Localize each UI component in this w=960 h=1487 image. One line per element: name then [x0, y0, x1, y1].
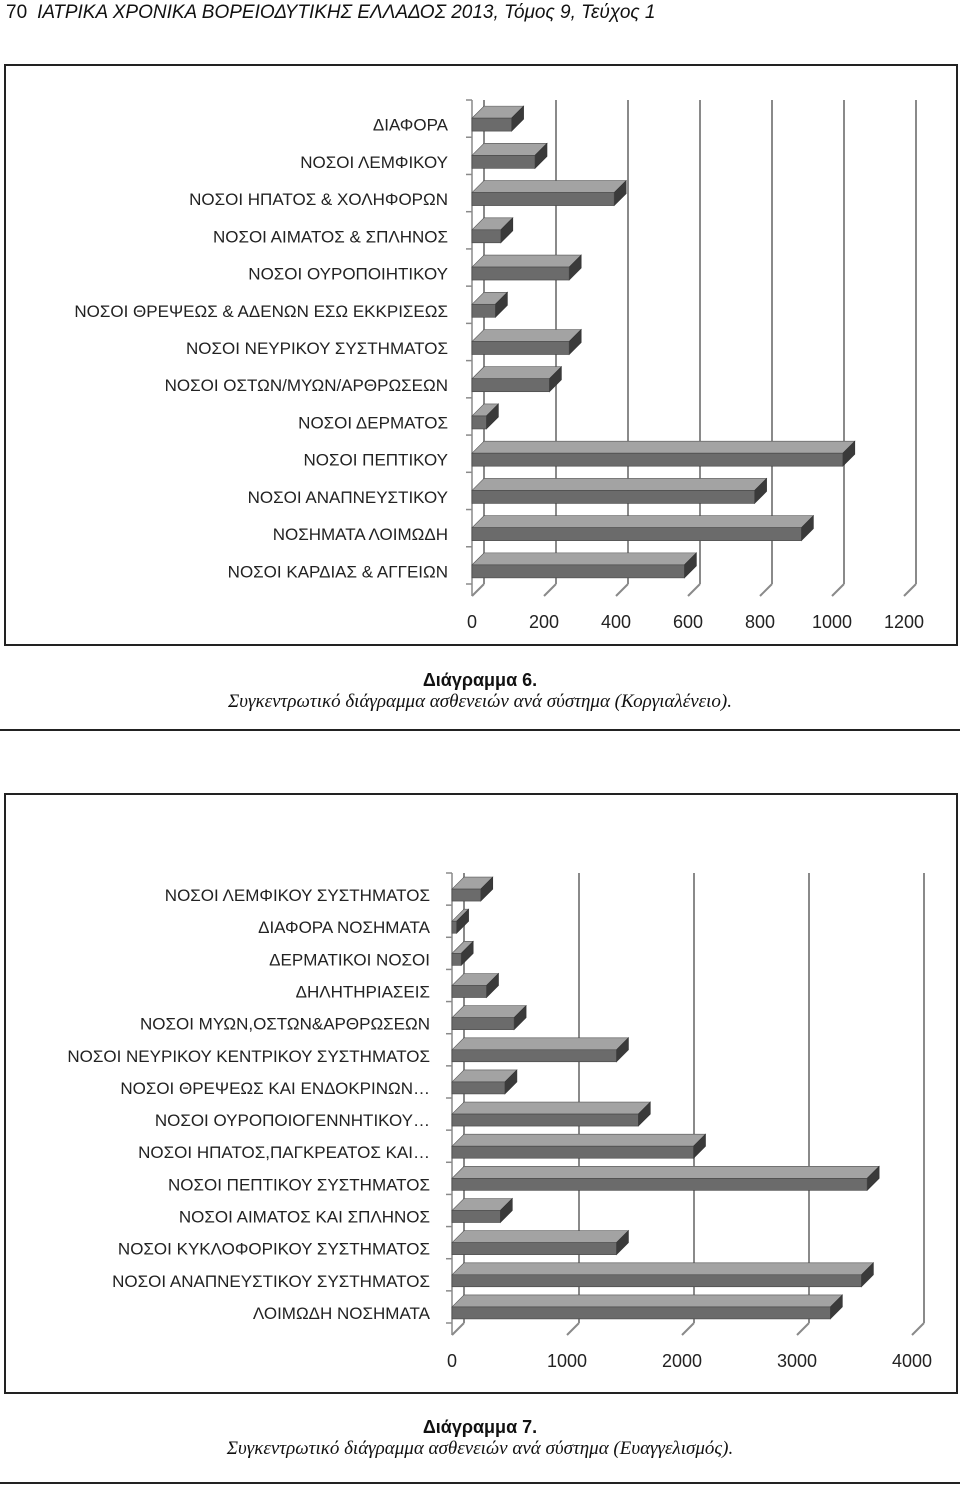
- chart2-bar: [452, 1263, 873, 1287]
- chart2-category-label: ΝΟΣΟΙ ΜΥΩΝ,ΟΣΤΩΝ&ΑΡΘΡΩΣΕΩΝ: [140, 1014, 430, 1034]
- chart1-category-label: ΝΟΣΟΙ ΚΑΡΔΙΑΣ & ΑΓΓΕΙΩΝ: [227, 562, 448, 582]
- chart1-bar: [472, 478, 767, 503]
- chart1-floor-line: [616, 584, 628, 596]
- chart2-bar: [452, 1038, 628, 1062]
- chart1-floor-line: [760, 584, 772, 596]
- chart2-bar: [452, 1134, 706, 1158]
- chart-frame-1: [4, 64, 958, 646]
- chart2-category-label: ΝΟΣΟΙ ΠΕΠΤΙΚΟΥ ΣΥΣΤΗΜΑΤΟΣ: [168, 1175, 430, 1195]
- chart2-category-label: ΝΟΣΟΙ ΑΙΜΑΤΟΣ ΚΑΙ ΣΠΛΗΝΟΣ: [178, 1207, 430, 1227]
- chart1-category-label: ΝΟΣΟΙ ΑΙΜΑΤΟΣ & ΣΠΛΗΝΟΣ: [212, 227, 448, 247]
- chart1-bar: [472, 441, 855, 466]
- chart2-category-label: ΝΟΣΟΙ ΝΕΥΡΙΚΟΥ ΚΕΝΤΡΙΚΟΥ ΣΥΣΤΗΜΑΤΟΣ: [67, 1046, 430, 1066]
- chart2-bar: [452, 941, 473, 965]
- divider-rule: [0, 1482, 960, 1484]
- chart2-bar: [452, 1295, 842, 1319]
- chart2-bar: [452, 1231, 628, 1255]
- chart1-bar: [472, 330, 581, 355]
- journal-title: ΙΑΤΡΙΚΑ ΧΡΟΝΙΚΑ ΒΟΡΕΙΟΔΥΤΙΚΗΣ ΕΛΛΑΔΟΣ 2013, Τόμος 9, Τεύχος 1: [37, 2, 656, 23]
- chart1-category-label: ΝΟΣΟΙ ΔΕΡΜΑΤΟΣ: [298, 413, 448, 433]
- chart2-floor-line: [912, 1323, 924, 1335]
- chart2-floor-line: [452, 1323, 464, 1335]
- chart1-bar: [472, 255, 581, 280]
- chart1-category-label: ΝΟΣΟΙ ΠΕΠΤΙΚΟΥ: [303, 450, 448, 470]
- chart2-bar: [452, 974, 499, 998]
- chart1-tick-label: 1200: [883, 612, 925, 632]
- page-header: [6, 0, 656, 28]
- chart1-tick-label: 200: [528, 612, 560, 632]
- chart1-floor-line: [688, 584, 700, 596]
- page-number: 70: [6, 2, 28, 23]
- chart1-bar: [472, 292, 507, 317]
- chart1-category-label: ΝΟΣΟΙ ΝΕΥΡΙΚΟΥ ΣΥΣΤΗΜΑΤΟΣ: [185, 339, 448, 358]
- chart2-category-label: ΝΟΣΟΙ ΛΕΜΦΙΚΟΥ ΣΥΣΤΗΜΑΤΟΣ: [164, 886, 430, 906]
- chart2-tick-label: 3000: [776, 1351, 818, 1371]
- chart1-category-label: ΝΟΣΟΙ ΟΣΤΩΝ/ΜΥΩΝ/ΑΡΘΡΩΣΕΩΝ: [164, 376, 448, 396]
- chart2-category-label: ΔΙΑΦΟΡΑ ΝΟΣΗΜΑΤΑ: [258, 918, 430, 938]
- chart1-category-label: ΔΙΑΦΟΡΑ: [372, 115, 448, 135]
- chart2-bar: [452, 1006, 526, 1030]
- chart1-category-label: ΝΟΣΟΙ ΑΝΑΠΝΕΥΣΤΙΚΟΥ: [247, 487, 448, 507]
- chart2-floor-line: [567, 1323, 579, 1335]
- chart1-bar: [472, 143, 547, 168]
- bar-chart-1: [6, 66, 956, 644]
- chart2-bar: [452, 1102, 650, 1126]
- chart2-floor-line: [797, 1323, 809, 1335]
- figure-title-1: Διάγραμμα 6.: [422, 670, 538, 690]
- chart1-tick-label: 0: [466, 612, 478, 632]
- chart1-category-label: ΝΟΣΗΜΑΤΑ ΛΟΙΜΩΔΗ: [272, 525, 448, 545]
- chart2-category-label: ΛΟΙΜΩΔΗ ΝΟΣΗΜΑΤΑ: [252, 1303, 430, 1323]
- chart2-bar: [452, 1166, 879, 1190]
- chart1-category-label: ΝΟΣΟΙ ΘΡΕΨΕΩΣ & ΑΔΕΝΩΝ ΕΣΩ ΕΚΚΡΙΣΕΩΣ: [74, 301, 448, 321]
- chart1-bar: [472, 367, 561, 392]
- chart1-bar: [472, 106, 524, 131]
- chart1-bar: [472, 218, 513, 243]
- chart2-tick-label: 4000: [891, 1351, 933, 1371]
- chart2-category-label: ΔΕΡΜΑΤΙΚΟΙ ΝΟΣΟΙ: [269, 950, 430, 970]
- chart1-tick-label: 800: [744, 612, 776, 632]
- chart1-bar: [472, 181, 626, 206]
- chart2-bar: [452, 1199, 512, 1223]
- chart1-tick-label: 600: [672, 612, 704, 632]
- chart1-category-label: ΝΟΣΟΙ ΟΥΡΟΠΟΙΗΤΙΚΟΥ: [248, 264, 448, 284]
- chart2-tick-label: 2000: [661, 1351, 703, 1371]
- chart2-category-label: ΝΟΣΟΙ ΟΥΡΟΠΟΙΟΓΕΝΝΗΤΙΚΟΥ…: [154, 1111, 430, 1131]
- chart1-floor-line: [472, 584, 484, 596]
- chart2-bar: [452, 909, 469, 933]
- figure-caption-2: [0, 1417, 960, 1460]
- chart1-bar: [472, 404, 498, 429]
- bar-chart-2: [6, 795, 956, 1392]
- figure-title-2: Διάγραμμα 7.: [422, 1417, 538, 1437]
- chart1-floor-line: [904, 584, 916, 596]
- chart1-category-label: ΝΟΣΟΙ ΗΠΑΤΟΣ & ΧΟΛΗΦΟΡΩΝ: [189, 190, 448, 210]
- chart2-category-label: ΝΟΣΟΙ ΑΝΑΠΝΕΥΣΤΙΚΟΥ ΣΥΣΤΗΜΑΤΟΣ: [112, 1271, 430, 1291]
- figure-caption-text-2: Συγκεντρωτικό διάγραμμα ασθενειών ανά σύστημα (Ευαγγελισμός).: [226, 1438, 734, 1459]
- figure-caption-text-1: Συγκεντρωτικό διάγραμμα ασθενειών ανά σύστημα (Κοργιαλένειο).: [228, 691, 732, 712]
- chart2-category-label: ΔΗΛΗΤΗΡΙΑΣΕΙΣ: [295, 982, 430, 1002]
- chart2-category-label: ΝΟΣΟΙ ΘΡΕΨΕΩΣ ΚΑΙ ΕΝΔΟΚΡΙΝΩΝ…: [120, 1078, 430, 1098]
- chart2-bar: [452, 877, 493, 901]
- chart1-tick-label: 400: [600, 612, 632, 632]
- chart2-tick-label: 0: [446, 1351, 458, 1371]
- chart1-category-label: ΝΟΣΟΙ ΛΕΜΦΙΚΟΥ: [300, 152, 448, 172]
- chart2-category-label: ΝΟΣΟΙ ΚΥΚΛΟΦΟΡΙΚΟΥ ΣΥΣΤΗΜΑΤΟΣ: [117, 1239, 430, 1259]
- chart2-bar: [452, 1070, 517, 1094]
- chart1-bar: [472, 516, 813, 541]
- chart1-floor-line: [832, 584, 844, 596]
- chart1-floor-line: [544, 584, 556, 596]
- chart1-bar: [472, 553, 696, 578]
- chart2-floor-line: [682, 1323, 694, 1335]
- divider-rule: [0, 729, 960, 731]
- figure-caption-1: [0, 670, 960, 713]
- chart2-tick-label: 1000: [546, 1351, 588, 1371]
- chart1-tick-label: 1000: [811, 612, 853, 632]
- chart-frame-2: [4, 793, 958, 1394]
- chart2-category-label: ΝΟΣΟΙ ΗΠΑΤΟΣ,ΠΑΓΚΡΕΑΤΟΣ ΚΑΙ…: [138, 1143, 430, 1163]
